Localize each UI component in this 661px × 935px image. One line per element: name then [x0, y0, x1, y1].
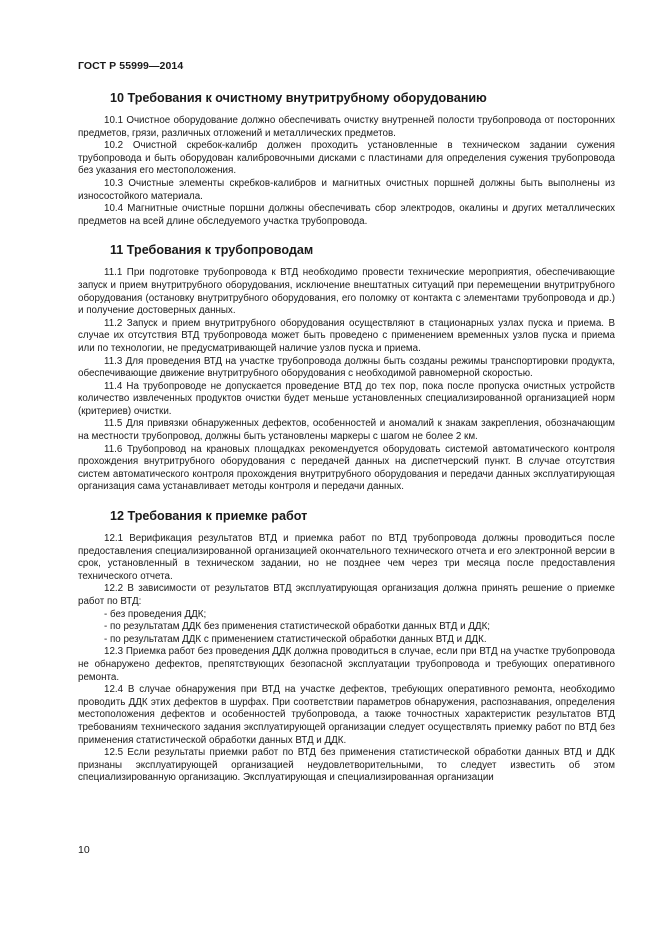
- clause-10-1: 10.1 Очистное оборудование должно обеспечивать очистку внутренней полости трубопровода от посторонних предметов, грязи, различных отложений и металлических предметов.: [78, 115, 615, 139]
- section-title: 10 Требования к очистному внутритрубному оборудованию: [110, 91, 487, 105]
- clause-12-4: 12.4 В случае обнаружения при ВТД на участке дефектов, требующих оперативного ремонта, необходимо проводить ДДК этих дефектов в шурфах. При соответствии параметров обнаружения, распознавания, определения местоположения дефектов и особенностей трубопровода, а также точностных характеристик результатов ВТД требованиям технического задания эксплуатирующей организации следует осуществлять приемку работ по ВТД без применения статистической обработки данных ВТД и ДДК.: [78, 684, 615, 746]
- section-11: [78, 242, 615, 494]
- section-title: 11 Требования к трубопроводам: [110, 243, 314, 258]
- list-item: - по результатам ДДК без применения статистической обработки данных ВТД и ДДК;: [104, 621, 490, 633]
- page-number: 10: [78, 844, 90, 856]
- clause-11-6: 11.6 Трубопровод на крановых площадках рекомендуется оборудовать системой автоматического контроля прохождения внутритрубного оборудования с передачей данных на диспетчерский пункт. В случае отсутствия систем автоматического контроля прохождения внутритрубного оборудования и передачи данных эксплуатирующая организация сама устанавливает методы контроля и передачи данных.: [78, 443, 615, 493]
- clause-11-3: 11.3 Для проведения ВТД на участке трубопровода должны быть созданы режимы транспортировки продукта, обеспечивающие движение внутритрубного оборудования с необходимой равномерной скоростью.: [78, 355, 615, 380]
- clause-10-3: 10.3 Очистные элементы скребков-калибров и магнитных очистных поршней должны быть выполнены из износостойкого материала.: [78, 177, 615, 202]
- clause-12-1: 12.1 Верификация результатов ВТД и приемка работ по ВТД трубопровода должны проводиться после предоставления специализированной организацией окончательного технического отчета и его электронной версии в срок, установленный в техническом задании, но не позднее чем через три месяца после предоставления технического отчета.: [78, 533, 615, 582]
- clause-12-2: 12.2 В зависимости от результатов ВТД эксплуатирующая организация должна принять решение о приемке работ по ВТД:: [78, 583, 615, 607]
- page-content: [78, 90, 615, 799]
- clause-11-2: 11.2 Запуск и прием внутритрубного оборудования осуществляют в стационарных узлах пуска и приема. В случае их отсутствия ВТД трубопровода может быть проведено с применением временных узлов пуска и приема или по технологии, не предусматривающей наличие узлов пуска и приема.: [78, 317, 615, 354]
- clause-11-1: 11.1 При подготовке трубопровода к ВТД необходимо провести технические мероприятия, обеспечивающие запуск и прием внутритрубного оборудования, исключение внештатных ситуаций при перемещении внутритрубного оборудования (остановку внутритрубного оборудования, его поломку от контакта с элементами трубопровода и др.) и получение достоверных данных.: [78, 267, 615, 317]
- acceptance-options-list: [78, 609, 615, 647]
- list-item: - по результатам ДДК с применением статистической обработки данных ВТД и ДДК.: [104, 633, 487, 645]
- section-12: [78, 508, 615, 785]
- clause-12-3: 12.3 Приемка работ без проведения ДДК должна проводиться в случае, если при ВТД на участке трубопровода не обнаружено дефектов, препятствующих безопасной эксплуатации трубопровода и требующих оперативного ремонта.: [78, 646, 615, 683]
- clause-10-2: 10.2 Очистной скребок-калибр должен проходить установленные в техническом задании сужения трубопровода и быть оборудован калибровочными дисками с пластинами для определения сужения трубопровода без указания его местоположения.: [78, 140, 615, 177]
- clause-12-5: 12.5 Если результаты приемки работ по ВТД без применения статистической обработки данных ВТД и ДДК признаны эксплуатирующей организацией неудовлетворительными, то следует известить об этом специализированную организацию. Эксплуатирующая и специализированная организации: [78, 747, 615, 784]
- list-item: - без проведения ДДК;: [104, 608, 207, 620]
- clause-10-4: 10.4 Магнитные очистные поршни должны обеспечивать сбор электродов, окалины и других металлических предметов на всей длине обследуемого участка трубопровода.: [78, 203, 615, 227]
- section-title: 12 Требования к приемке работ: [110, 509, 308, 524]
- clause-11-5: 11.5 Для привязки обнаруженных дефектов, особенностей и аномалий к знакам закрепления, обозначающим на местности трубопровод, должны быть установлены маркеры с шагом не более 2 км.: [78, 418, 615, 443]
- section-10: [78, 90, 615, 228]
- clause-11-4: 11.4 На трубопроводе не допускается проведение ВТД до тех пор, пока после пропуска очистных устройств количество извлеченных продуктов очистки будет меньше установленных специализированной организацией норм (критериев) очистки.: [78, 380, 615, 417]
- document-code: ГОСТ Р 55999—2014: [78, 60, 184, 72]
